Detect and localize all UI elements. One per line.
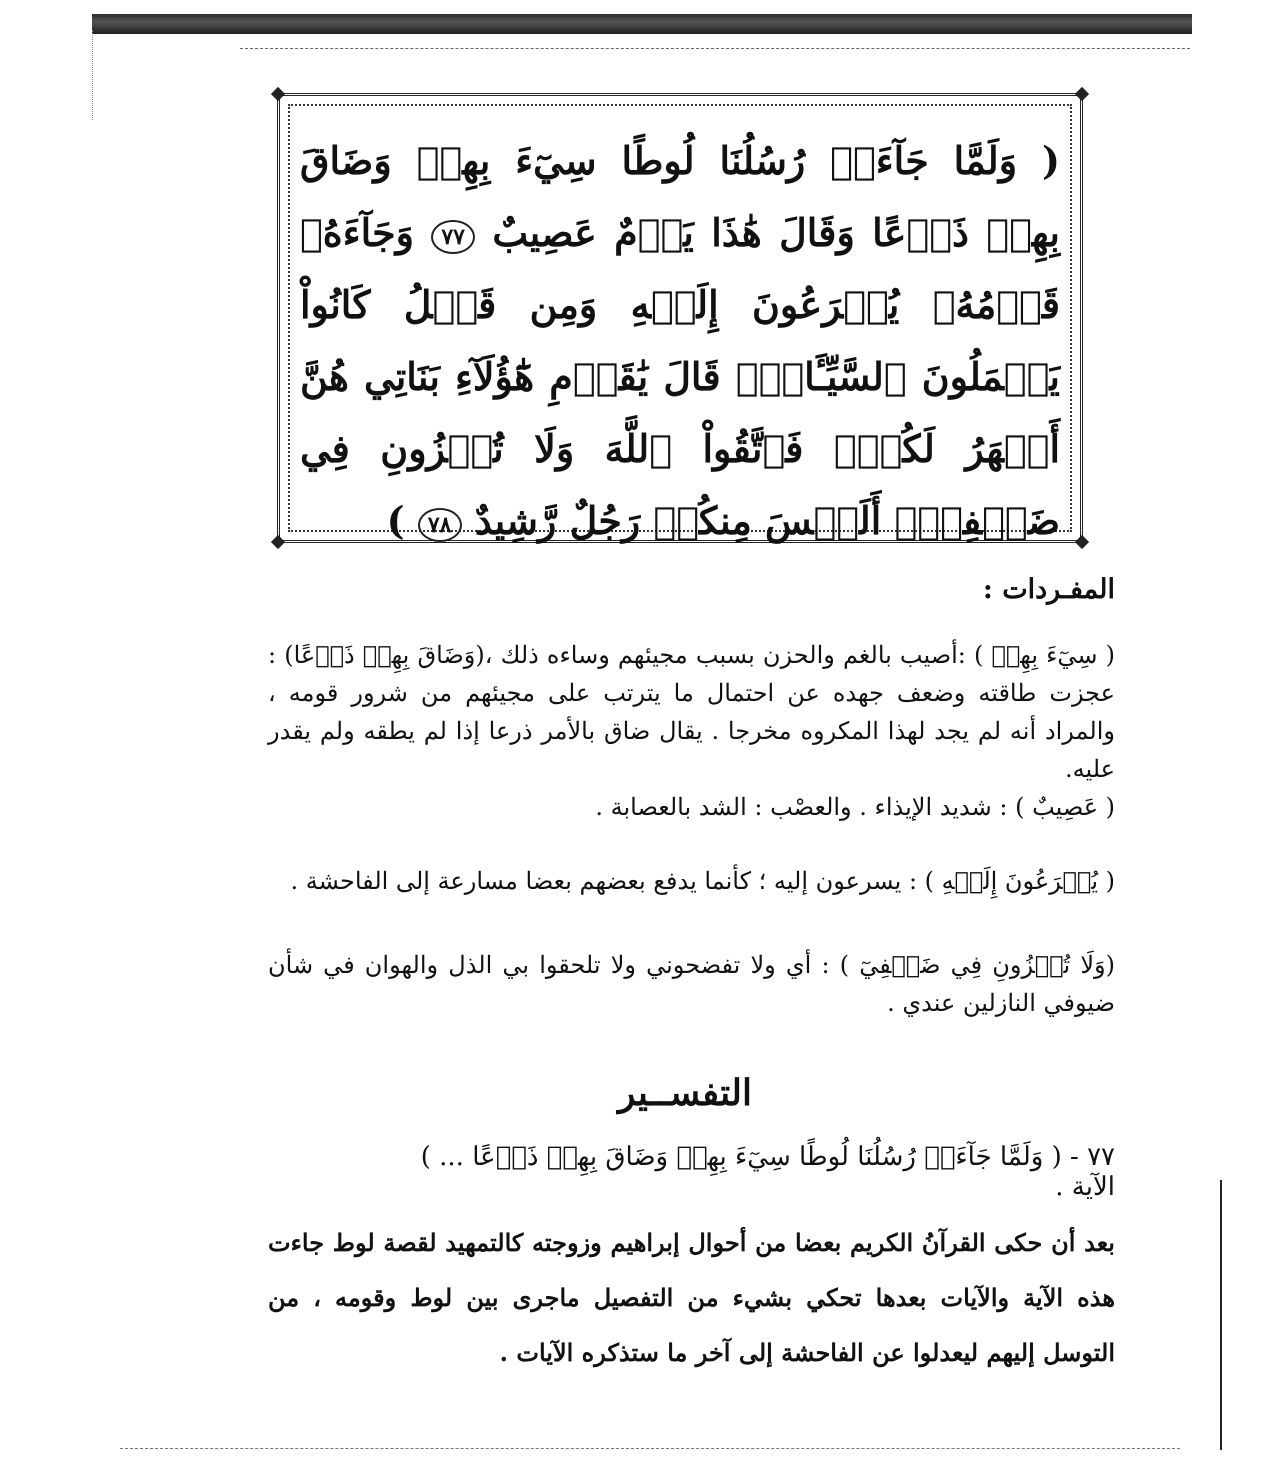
verse-closing-bracket: ) bbox=[386, 498, 405, 543]
frame-corner-ornament bbox=[271, 535, 285, 549]
vocabulary-item: ( يُهۡرَعُونَ إِلَيۡهِ ) : يسرعون إليه ؛ كأنما يدفع بعضهم بعضا مسارعة إلى الفاحشة . bbox=[290, 867, 1115, 895]
scan-edge-right bbox=[1220, 1180, 1222, 1450]
verse-text-part-1: ( وَلَمَّا جَآءَتۡ رُسُلُنَا لُوطًا سِيٓءَ بِهِمۡ وَضَاقَ بِهِمۡ ذَرۡعًا وَقَالَ هَٰذَا يَوۡمٌ عَصِيبٌ bbox=[300, 138, 1060, 255]
quran-verse bbox=[300, 125, 1060, 557]
vocabulary-item: ( عَصِيبٌ ) : شديد الإيذاء . والعصْب : الشد بالعصابة . bbox=[595, 793, 1115, 821]
vocabulary-item: (وَلَا تُخۡزُونِ فِي ضَيۡفِيٓ ) : أي ولا تفضحوني ولا تلحقوا بي الذل والهوان في شأن ضيوفي النازلين عندي . bbox=[268, 951, 1115, 1017]
frame-corner-ornament bbox=[1075, 87, 1089, 101]
vocabulary-heading: المفـردات : bbox=[982, 574, 1115, 605]
tafsir-paragraph: بعد أن حكى القرآنُ الكريم بعضا من أحوال إبراهيم وزوجته كالتمهيد لقصة لوط جاءت هذه الآية والآيات بعدها تحكي بشيء من التفصيل ماجرى بين لوط وقومه ، من التوسل إليهم ليعدلوا عن الفاحشة إلى آخر ما ستذكره الآيات . bbox=[268, 1228, 1115, 1367]
ayah-number-78: ٧٨ bbox=[418, 508, 462, 542]
verse-text-part-2: وَجَآءَهُۥ قَوۡمُهُۥ يُهۡرَعُونَ إِلَيۡهِ وَمِن قَبۡلُ كَانُواْ يَعۡمَلُونَ ٱلسَّيِّـَٔاتِۚ قَالَ يَٰقَوۡمِ هَٰٓؤُلَآءِ بَنَاتِي هُنَّ أَطۡهَرُ لَكُمۡۖ فَٱتَّقُواْ ٱللَّهَ وَلَا تُخۡزُونِ فِي ضَيۡفِيٓۖ أَلَيۡسَ مِنكُمۡ رَجُلٌ رَّشِيدٌ bbox=[300, 210, 1060, 543]
frame-corner-ornament bbox=[1075, 535, 1089, 549]
scan-top-border bbox=[92, 14, 1192, 34]
frame-corner-ornament bbox=[271, 87, 285, 101]
tafsir-verse-reference: ٧٧ - ( وَلَمَّا جَآءَتۡ رُسُلُنَا لُوطًا سِيٓءَ بِهِمۡ وَضَاقَ بِهِمۡ ذَرۡعًا ... ) الآية . bbox=[420, 1142, 1115, 1202]
vocabulary-item: ( سِيٓءَ بِهِمۡ ) :أصيب بالغم والحزن بسبب مجيئهم وساءه ذلك ،(وَضَاقَ بِهِمۡ ذَرۡعًا) : عجزت طاقته وضعف جهده عن احتمال ما يترتب على مجيئهم من شرور قومه ، والمراد أنه لم يجد لهذا المكروه مخرجا . يقال ضاق بالأمر ذرعا إذا لم يطقه ولم يقدر عليه. bbox=[268, 641, 1115, 783]
footer-rule bbox=[120, 1448, 1180, 1449]
scan-edge-left bbox=[92, 30, 101, 120]
tafsir-heading: التفســير bbox=[618, 1072, 752, 1114]
ayah-number-77: ٧٧ bbox=[431, 220, 475, 254]
header-rule bbox=[240, 48, 1190, 49]
